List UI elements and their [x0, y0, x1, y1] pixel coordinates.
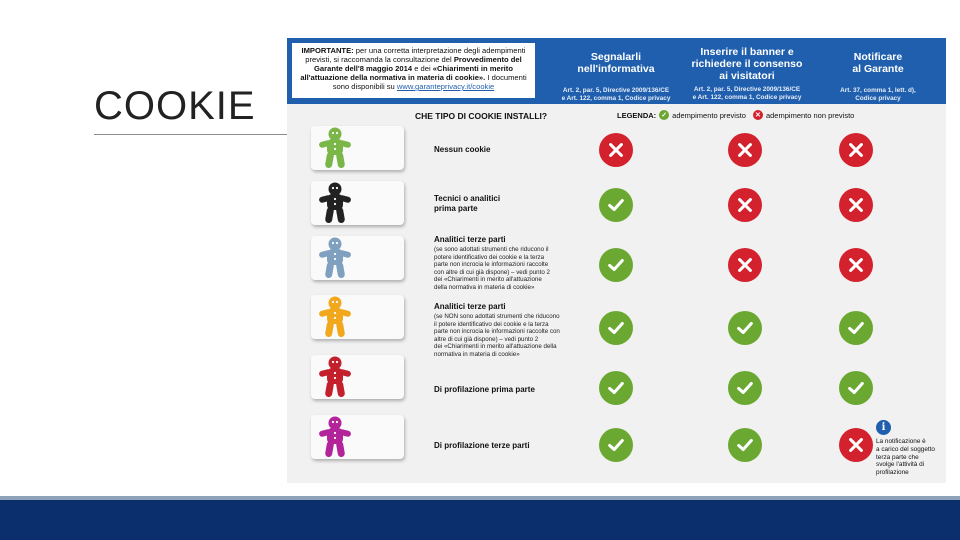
- note-line: il potere identificativo dei cookie e la terza: [434, 320, 549, 328]
- gingerbread-icon: [317, 415, 353, 459]
- note-line: parte non incrocia le informazioni raccolte: [434, 261, 549, 269]
- important-text-1: per una corretta interpretazione degli adempimenti previsti, si raccomanda la consultazione del: [305, 46, 526, 64]
- important-text-3: I documenti sono disponibili su: [332, 73, 527, 91]
- question-heading: CHE TIPO DI COOKIE INSTALLI?: [415, 111, 548, 121]
- note-line: (se sono adottati strumenti che riducono il: [434, 246, 549, 253]
- column-heading-informativa: [549, 51, 683, 103]
- title-line: Tecnici o analitici: [434, 194, 501, 203]
- heading-line: Segnalarli: [590, 51, 642, 63]
- check-icon: [728, 428, 762, 462]
- info-note-line: a carico del soggetto: [876, 445, 935, 453]
- info-note-line: terza parte che: [876, 453, 919, 461]
- cross-icon: [839, 248, 873, 282]
- note-line: parte non incrocia le informazioni raccolte con: [434, 328, 560, 336]
- important-label: IMPORTANTE:: [301, 46, 354, 55]
- legal-ref: Art. 37, comma 1, lett. d), Codice privacy: [840, 87, 916, 102]
- title-rule: [94, 134, 288, 135]
- note-line: della normativa in materia di cookie»: [434, 283, 535, 291]
- heading-line: richiedere il consenso: [691, 58, 803, 70]
- info-note-line: La notificazione è: [876, 438, 926, 445]
- title-line: prima parte: [434, 203, 478, 213]
- column-heading-garante: [811, 51, 945, 103]
- cookie-type-title: [434, 235, 574, 245]
- check-icon: [728, 311, 762, 345]
- cookie-type-title: [434, 145, 574, 155]
- check-icon: [599, 371, 633, 405]
- cross-icon: [728, 133, 762, 167]
- info-note: [876, 438, 944, 477]
- gingerbread-icon: [317, 181, 353, 225]
- cookie-type-title: [434, 441, 574, 451]
- check-icon: [728, 371, 762, 405]
- heading-line: nell'informativa: [577, 63, 655, 75]
- note-line: altre di cui già dispone) – vedi punto 2: [434, 335, 539, 343]
- title-line: Nessun cookie: [434, 145, 491, 154]
- cross-icon: ✕: [753, 110, 763, 120]
- cookie-type-title: [434, 385, 574, 395]
- heading-line: Notificare: [853, 51, 903, 63]
- cross-icon: [599, 133, 633, 167]
- note-line: con altre di cui già dispone) – vedi punto 2: [434, 268, 550, 276]
- title-line: Di profilazione terze parti: [434, 441, 530, 450]
- legend-label: LEGENDA:: [617, 110, 657, 120]
- title-line: Analitici terze parti: [434, 235, 506, 244]
- gingerbread-icon: [317, 355, 353, 399]
- heading-line: ai visitatori: [719, 70, 775, 82]
- cross-icon: [839, 133, 873, 167]
- check-icon: [839, 371, 873, 405]
- legal-ref: Art. 2, par. 5, Directive 2009/136/CE e Art. 122, comma 1, Codice privacy: [692, 86, 802, 101]
- legend-yes: adempimento previsto: [672, 110, 746, 120]
- important-text-2: e dei: [414, 64, 431, 73]
- note-line: (se NON sono adottati strumenti che riducono: [434, 313, 560, 320]
- note-line: potere identificativo dei cookie e la terza: [434, 253, 545, 261]
- legal-ref: Art. 2, par. 5, Directive 2009/136/CE e Art. 122, comma 1, Codice privacy: [561, 87, 671, 102]
- info-icon: i: [876, 420, 891, 435]
- cross-icon: [839, 188, 873, 222]
- important-note: [292, 43, 535, 98]
- cookie-type-title: [434, 194, 574, 213]
- check-icon: [839, 311, 873, 345]
- garante-link[interactable]: www.garanteprivacy.it/cookie: [396, 82, 495, 91]
- cookie-type-note: [434, 246, 576, 292]
- heading-line: al Garante: [852, 63, 904, 75]
- cross-icon: [728, 188, 762, 222]
- heading-line: Inserire il banner e: [700, 46, 794, 58]
- legend: [617, 110, 854, 120]
- check-icon: [599, 248, 633, 282]
- check-icon: [599, 188, 633, 222]
- cookie-infographic: [287, 38, 946, 483]
- title-line: Di profilazione prima parte: [434, 385, 535, 394]
- column-heading-banner: [679, 46, 815, 102]
- note-line: dei «Chiarimenti in merito all'attuazione della: [434, 343, 557, 351]
- important-bold-2: «Chiarimenti in merito all'attuazione della normativa in materia di cookie».: [300, 64, 513, 82]
- footer-band: [0, 500, 960, 540]
- info-note-line: profilazione: [876, 469, 909, 477]
- title-line: Analitici terze parti: [434, 302, 506, 311]
- info-note-line: svolge l'attività di: [876, 461, 925, 469]
- check-icon: [599, 428, 633, 462]
- note-line: normativa in materia di cookie»: [434, 350, 520, 358]
- check-icon: ✓: [659, 110, 669, 120]
- cross-icon: [728, 248, 762, 282]
- important-bold-1: Provvedimento del Garante dell'8 maggio 2014: [314, 55, 522, 73]
- gingerbread-icon: [317, 295, 353, 339]
- cross-icon: [839, 428, 873, 462]
- cookie-type-note: [434, 313, 576, 359]
- gingerbread-icon: [317, 236, 353, 280]
- cookie-type-title: [434, 302, 574, 312]
- legend-no: adempimento non previsto: [765, 110, 855, 120]
- note-line: dei «Chiarimenti in merito all'attuazione: [434, 276, 542, 284]
- gingerbread-icon: [317, 126, 353, 170]
- slide-title: COOKIE: [94, 84, 256, 128]
- check-icon: [599, 311, 633, 345]
